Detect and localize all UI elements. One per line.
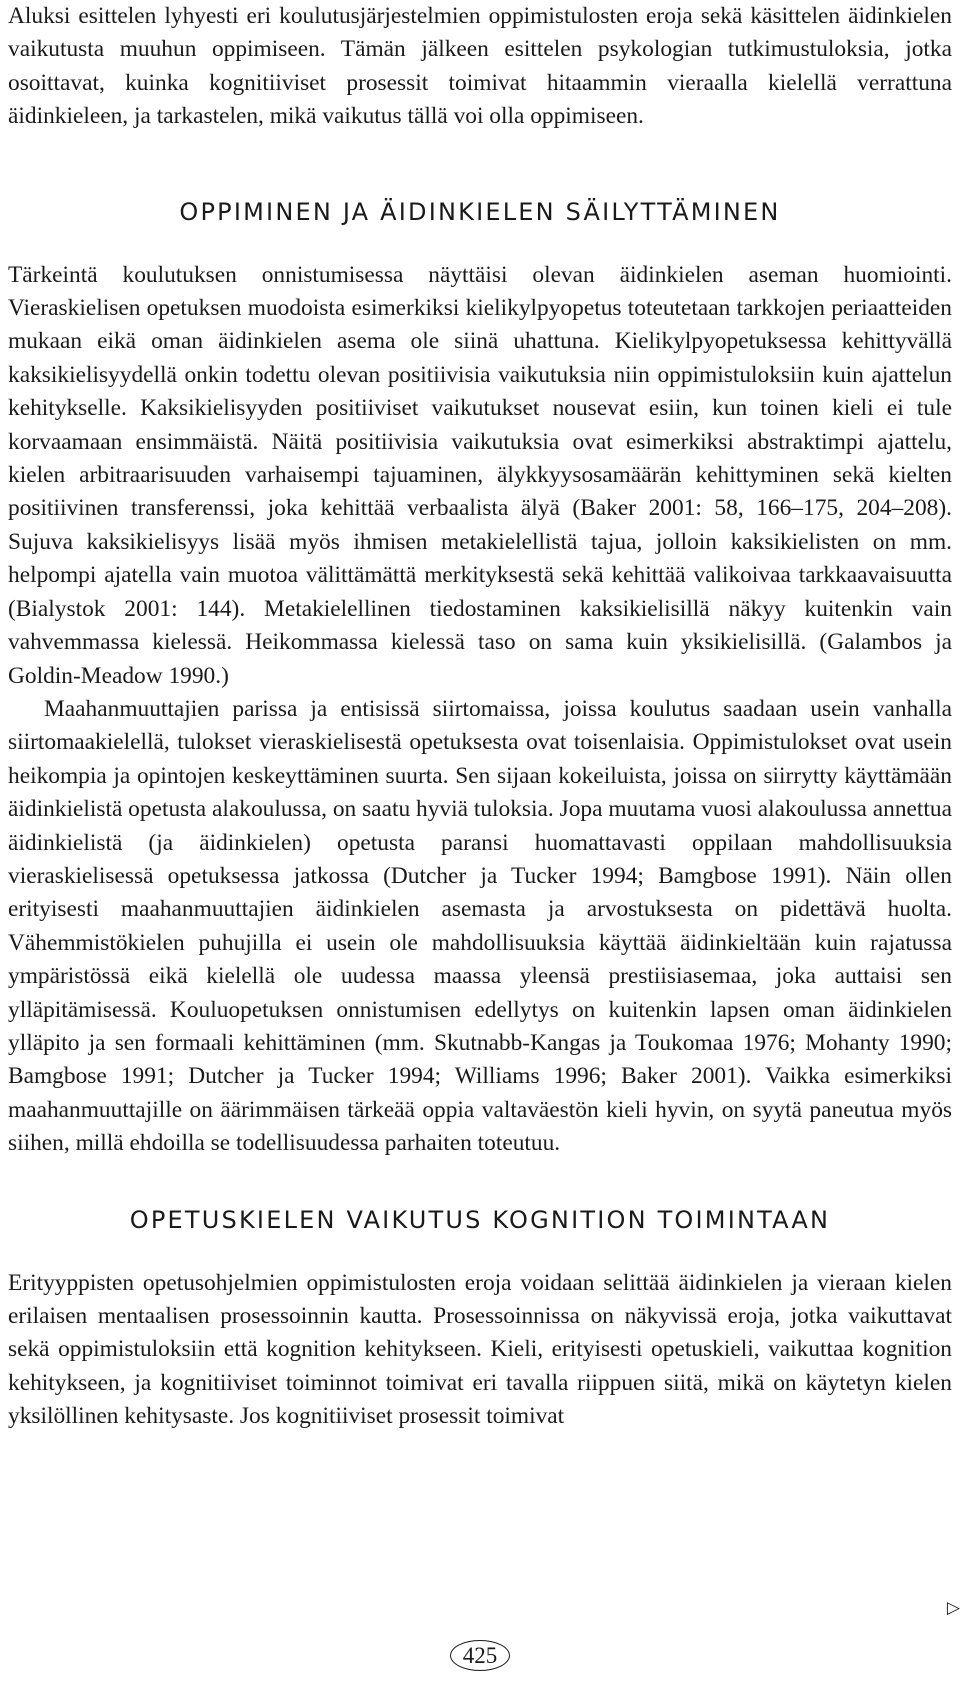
page-number-container (0, 1640, 960, 1671)
document-page (8, 0, 952, 1434)
paragraph-section1-second: Maahanmuuttajien parissa ja entisissä siirtomaissa, joissa koulutus saadaan usein vanhalla siirtomaakielellä, tulokset vieraskielisestä opetuksesta ovat toisenlaisia. Oppimistulokset ovat usein heikompia ja opintojen keskeyttäminen suurta. Sen sijaan kokeiluista, joissa on siirrytty käyttämään äidinkielistä opetusta alakoulussa, on saatu hyviä tuloksia. Jopa muutama vuosi alakoulussa annettua äidinkielistä (ja äidinkielen) opetusta paransi huomattavasti oppilaan mahdollisuuksia vieraskielisessä opetuksessa jatkossa (Dutcher ja Tucker 1994; Bamgbose 1991). Näin ollen erityisesti maahanmuuttajien äidinkielen asemasta ja arvostuksesta on pidettävä huolta. Vähemmistökielen puhujilla ei usein ole mahdollisuuksia käyttää äidinkieltään kuin rajatussa ympäristössä eikä kielellä ole uudessa maassa yleensä prestiisiasemaa, joka auttaisi sen ylläpitämisessä. Kouluopetuksen onnistumisen edellytys on kuitenkin lapsen oman äidinkielen ylläpito ja sen formaali kehittäminen (mm. Skutnabb-Kangas ja Toukomaa 1976; Mohanty 1990; Bamgbose 1991; Dutcher ja Tucker 1994; Williams 1996; Baker 2001). Vaikka esimerkiksi maahanmuuttajille on äärimmäisen tärkeää oppia valtaväestön kieli hyvin, on syytä paneutua myös siihen, millä ehdoilla se todellisuudessa parhaiten toteutuu. (8, 695, 952, 1157)
paragraph-section2-first: Erityyppisten opetusohjelmien oppimistulosten eroja voidaan selittää äidinkielen ja vieraan kielen erilaisen mentaalisen prosessoinnin kautta. Prosessoinnissa on näkyvissä eroja, jotka vaikuttavat sekä oppimistuloksiin että kognition kehitykseen. Kieli, erityisesti opetuskieli, vaikuttaa kognition kehitykseen, ja kognitiiviset toiminnot toimivat eri tavalla riippuen siitä, mikä on käytetyn kielen yksilöllinen kehitysaste. Jos kognitiiviset prosessit toimivat (8, 1269, 952, 1430)
section-heading-oppiminen: OPPIMINEN JA ÄIDINKIELEN SÄILYTTÄMINEN (179, 197, 781, 226)
paragraph-section1-first: Tärkeintä koulutuksen onnistumisessa näyttäisi olevan äidinkielen aseman huomiointi. Vieraskielisen opetuksen muodoista esimerkiksi kielikylpyopetus toteutetaan tarkkojen periaatteiden mukaan eikä oman äidinkielen asema ole siinä uhattuna. Kielikylpyopetuksessa kehittyvällä kaksikielisyydellä onkin todettu olevan positiivisia vaikutuksia niin oppimistuloksiin kuin ajattelun kehitykselle. Kaksikielisyyden positiiviset vaikutukset nousevat esiin, kun toinen kieli ei tule korvaamaan ensimmäistä. Näitä positiivisia vaikutuksia ovat esimerkiksi abstraktimpi ajattelu, kielen arbitraarisuuden varhaisempi tajuaminen, älykkyysosamäärän kehittyminen sekä kielten positiivinen transferenssi, joka kehittää verbaalista älyä (Baker 2001: 58, 166–175, 204–208). Sujuva kaksikielisyys lisää myös ihmisen metakielellistä tajua, jolloin kaksikielisten on mm. helpompi ajatella vain muotoa välittämättä merkityksestä sekä kehittää valikoivaa tarkkaavaisuutta (Bialystok 2001: 144). Metakielellinen tiedostaminen kaksikielisillä näkyy kuitenkin vain vahvemmassa kielessä. Heikommassa kielessä taso on sama kuin yksikielisillä. (Galambos ja Goldin-Meadow 1990.) (8, 261, 952, 689)
page-number: 425 (450, 1640, 510, 1671)
section-heading-opetuskieli: OPETUSKIELEN VAIKUTUS KOGNITION TOIMINTAAN (129, 1205, 831, 1234)
next-page-triangle-icon: ▷ (946, 1598, 960, 1618)
paragraph-intro: Aluksi esittelen lyhyesti eri koulutusjärjestelmien oppimistulosten eroja sekä käsittelen äidinkielen vaikutusta muuhun oppimiseen. Tämän jälkeen esittelen psykologian tutkimustuloksia, jotka osoittavat, kuinka kognitiiviset prosessit toimivat hitaammin vieraalla kielellä verrattuna äidinkieleen, ja tarkastelen, mikä vaikutus tällä voi olla oppimiseen. (8, 3, 952, 130)
